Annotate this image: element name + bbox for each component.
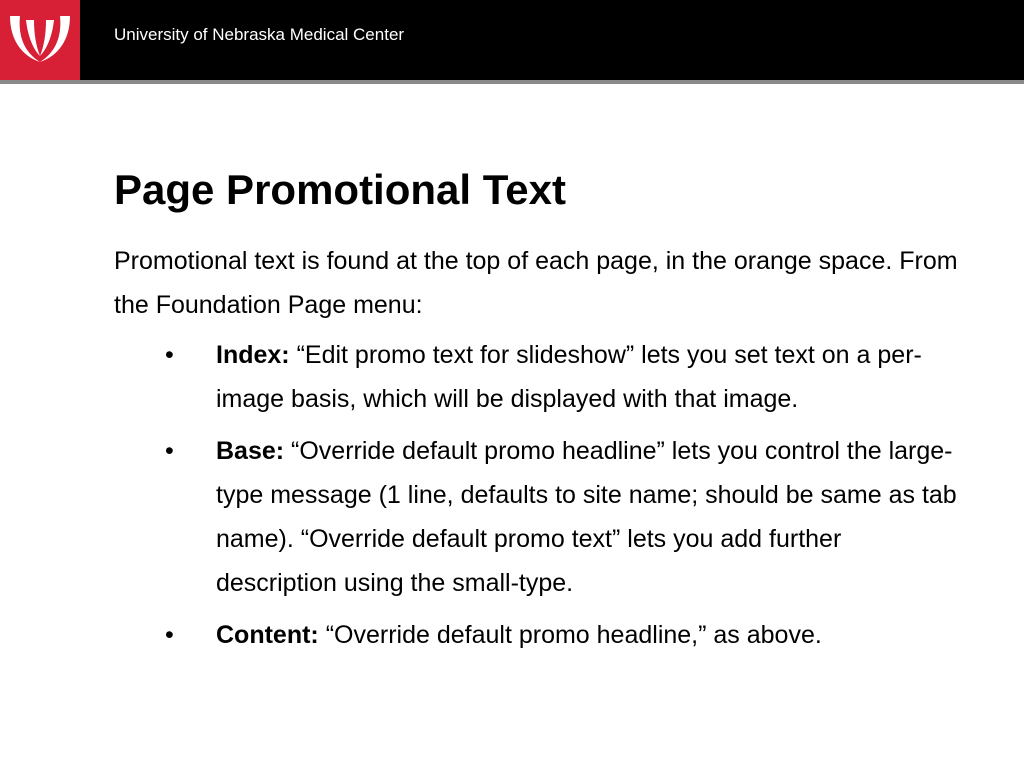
bullet-content [0,613,966,657]
logo [0,0,80,80]
header-bar [0,0,1024,80]
bullet-dot: • [165,437,174,465]
bullet-dot: • [165,341,174,369]
unmc-logo-icon [6,14,74,66]
org-name: University of Nebraska Medical Center [114,25,405,44]
bullet-text: “Override default promo headline” lets you control the large-type message (1 line, defaults to site name; should be same as tab name). “Override default promo text” lets you add further description using the small-type. [216,437,957,597]
bullet-base [0,429,966,605]
bullet-dot: • [165,621,174,649]
bullet-text: “Edit promo text for slideshow” lets you set text on a per-image basis, which will be displayed with that image. [216,341,922,413]
header-divider [0,80,1024,84]
bullet-list [0,333,1024,665]
bullet-term: Base: [216,437,285,465]
slide-title: Page Promotional Text [114,166,566,213]
bullet-term: Index: [216,341,290,369]
intro-paragraph: Promotional text is found at the top of each page, in the orange space. From the Foundation Page menu: [114,247,958,319]
bullet-term: Content: [216,621,319,649]
bullet-index [0,333,966,421]
bullet-text: “Override default promo headline,” as above. [318,621,822,649]
